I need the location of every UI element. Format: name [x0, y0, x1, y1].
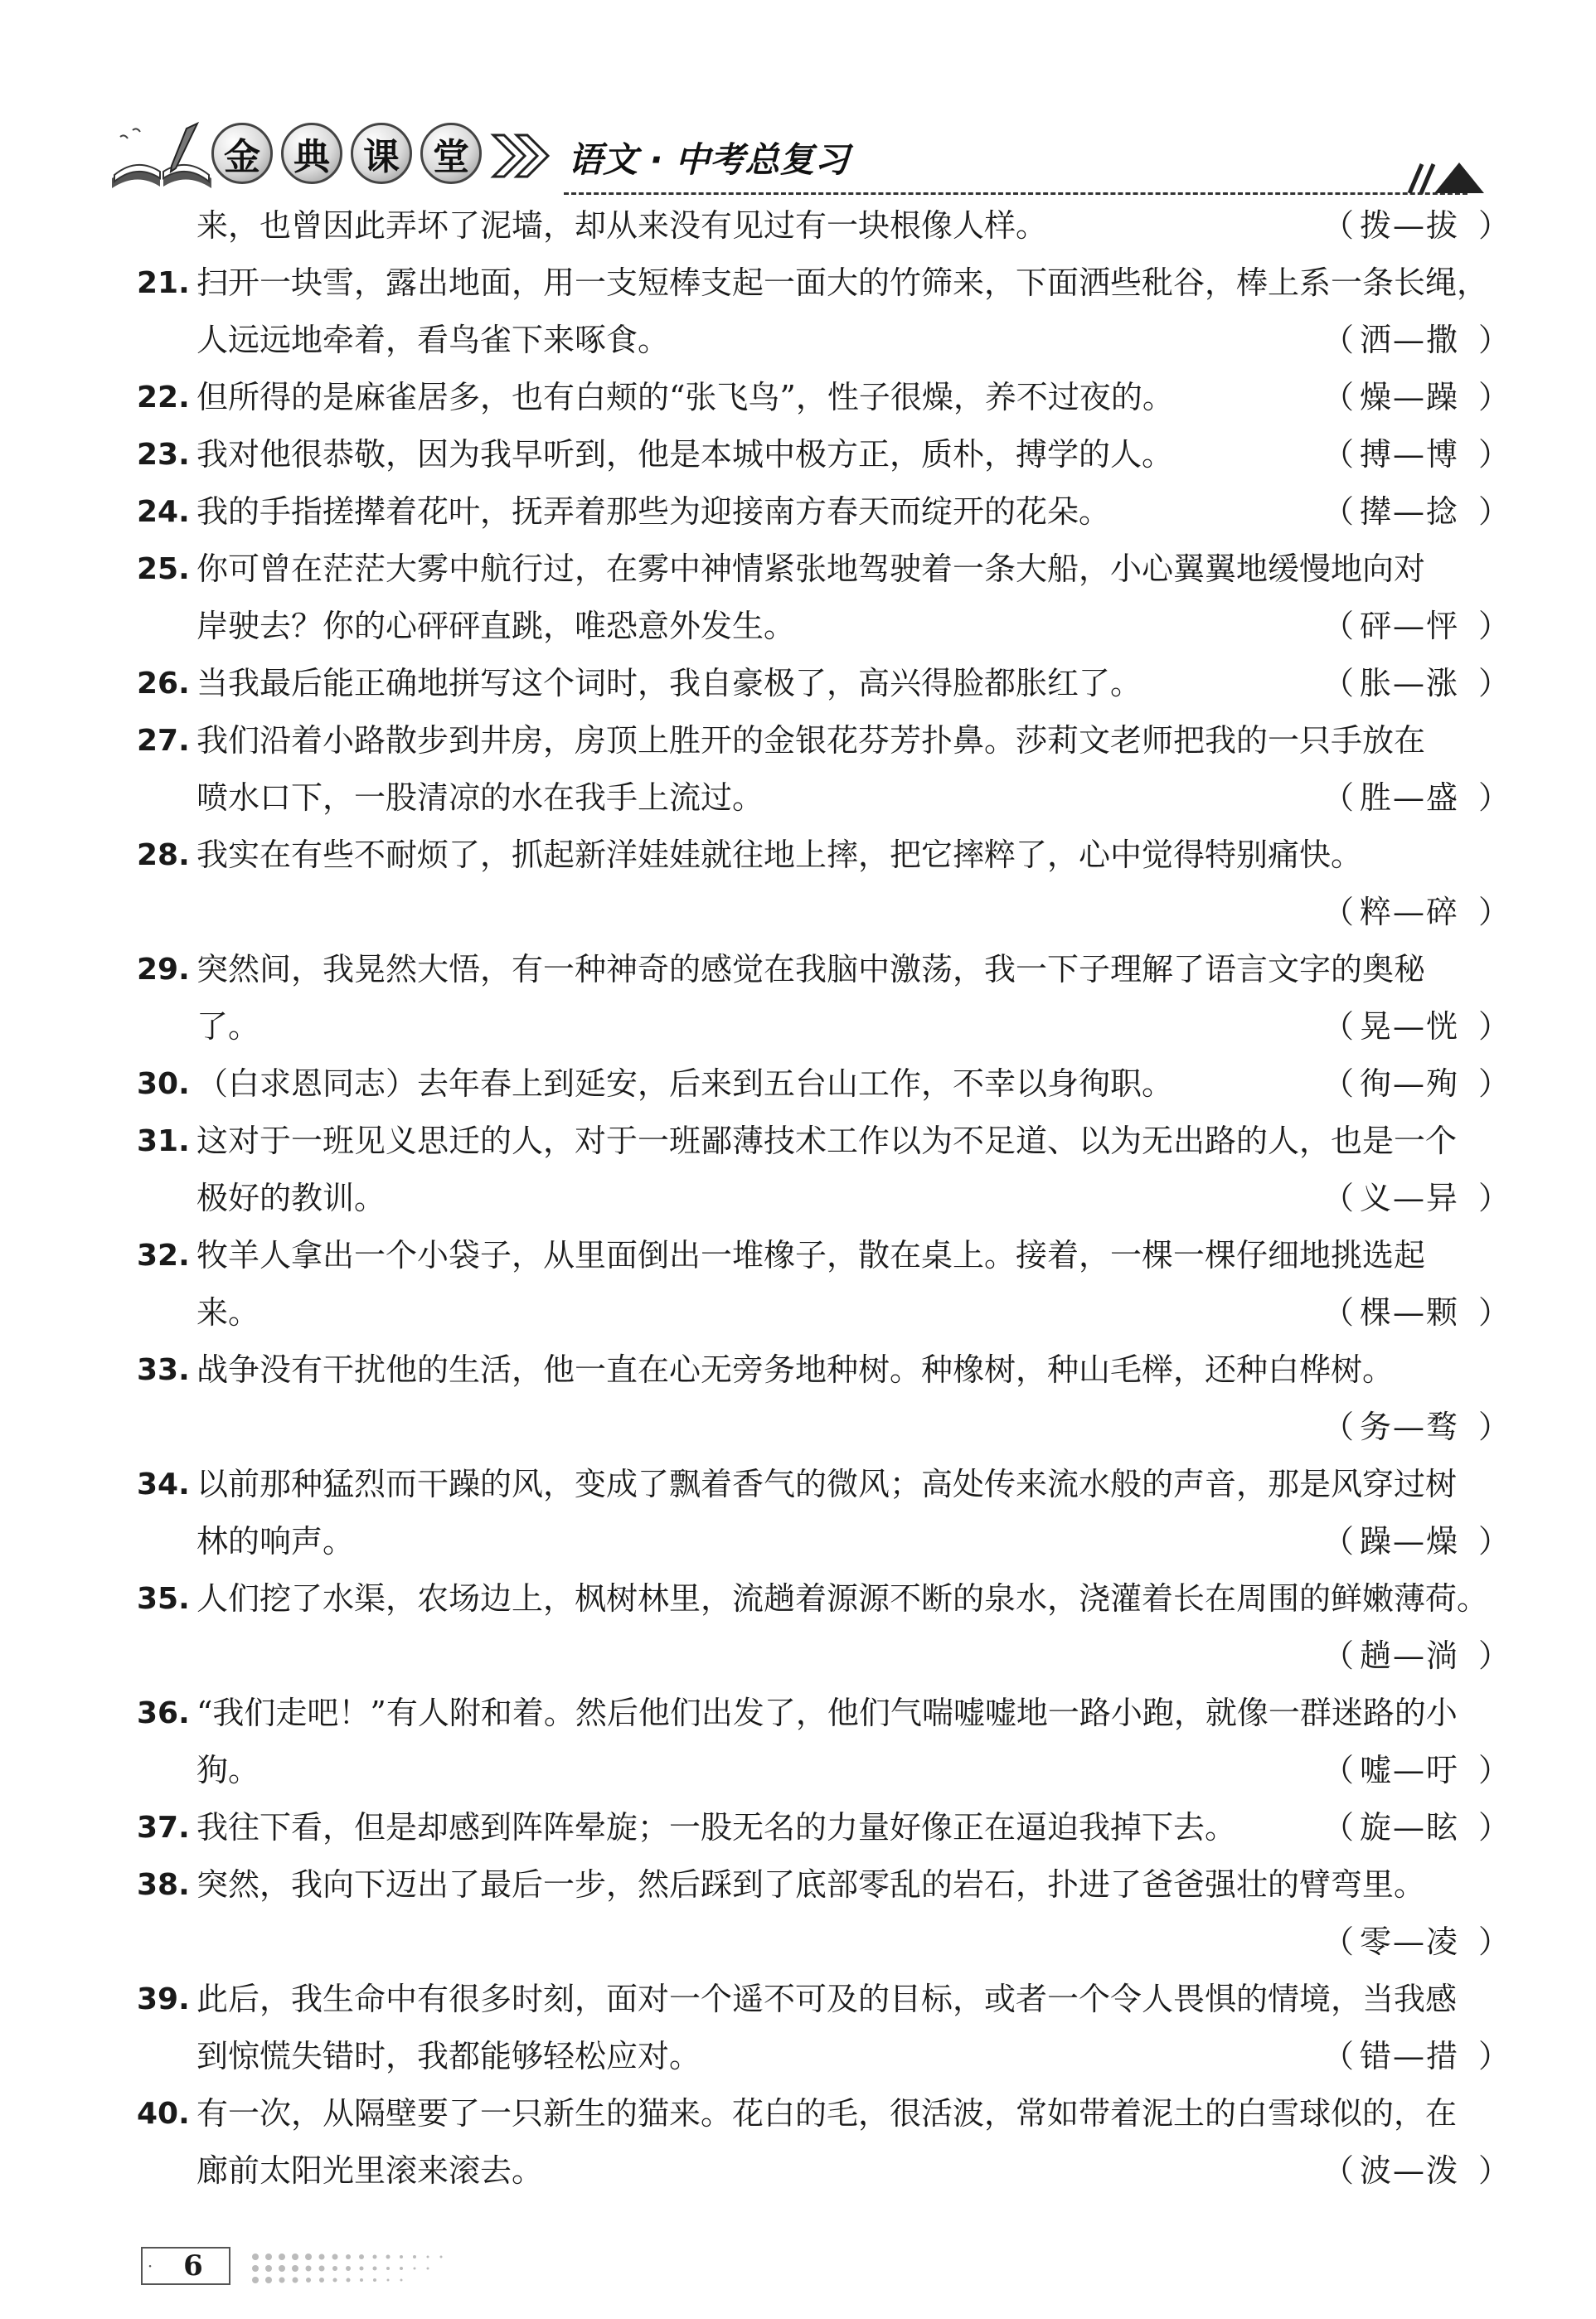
answer-text: 搏—博 — [1359, 436, 1459, 473]
item-number: 21. — [137, 266, 190, 300]
answer-text: 燥—躁 — [1359, 379, 1459, 415]
sentence-text: 廊前太阳光里滚来滚去。 — [196, 2152, 544, 2189]
answer-text: 徇—殉 — [1359, 1065, 1459, 1102]
answer-text: 义—异 — [1359, 1180, 1459, 1216]
answer-bracket: （ 燥—躁 ） — [1322, 369, 1497, 426]
answer-bracket: （ 拨—拔 ） — [1322, 197, 1497, 255]
item-number: 31. — [137, 1124, 190, 1158]
item-number: 38. — [137, 1868, 190, 1902]
item-number: 27. — [137, 724, 190, 758]
sentence-text: 突然间，我晃然大悟，有一种神奇的感觉在我脑中激荡，我一下子理解了语言文字的奥秘 — [196, 951, 1426, 987]
exercise-line — [137, 2028, 1511, 2085]
sentence-text: 来。 — [196, 1294, 260, 1331]
answer-bracket: （ 波—泼 ） — [1322, 2142, 1497, 2200]
exercise-line — [137, 769, 1511, 827]
exercise-line — [137, 1628, 1511, 1685]
sentence-text: 岸驶去？你的心砰砰直跳，唯恐意外发生。 — [196, 608, 796, 644]
open-book-icon — [108, 120, 216, 195]
item-number: 39. — [137, 1982, 190, 2016]
answer-bracket: （ 胀—涨 ） — [1322, 655, 1497, 712]
item-number: 25. — [137, 552, 190, 586]
sentence-text: 突然，我向下迈出了最后一步，然后踩到了底部零乱的岩石，扑进了爸爸强壮的臂弯里。 — [196, 1866, 1426, 1903]
exercise-line — [137, 483, 1511, 541]
sentence-text: 当我最后能正确地拼写这个词时，我自豪极了，高兴得脸都胀红了。 — [196, 665, 1142, 701]
exercise-line — [137, 255, 1497, 312]
exercise-line — [137, 426, 1511, 483]
page-number-box — [141, 2247, 230, 2285]
sentence-text: 我对他很恭敬，因为我早听到，他是本城中极方正，质朴，搏学的人。 — [196, 436, 1174, 473]
exercise-line — [137, 1513, 1511, 1570]
exercise-line — [137, 712, 1497, 769]
answer-bracket: （ 搏—博 ） — [1322, 426, 1497, 483]
sentence-text: 我们沿着小路散步到井房，房顶上胜开的金银花芬芳扑鼻。莎莉文老师把我的一只手放在 — [196, 722, 1426, 759]
sentence-text: 到惊慌失错时，我都能够轻松应对。 — [196, 2038, 701, 2074]
sentence-text: 来，也曾因此弄坏了泥墙，却从来没有见过有一块根像人样。 — [196, 207, 1048, 244]
brand-title — [211, 123, 482, 184]
item-number: 32. — [137, 1239, 190, 1273]
sentence-text: 我实在有些不耐烦了，抓起新洋娃娃就往地上摔，把它摔粹了，心中觉得特别痛快。 — [196, 837, 1363, 873]
sentence-text: 战争没有干扰他的生活，他一直在心无旁务地种树。种橡树，种山毛榉，还种白桦树。 — [196, 1351, 1395, 1388]
answer-bracket: （ 嘘—吁 ） — [1322, 1742, 1497, 1799]
exercise-line — [137, 2085, 1497, 2142]
sentence-text: 扫开一块雪，露出地面，用一支短棒支起一面大的竹筛来，下面洒些秕谷，棒上系一条长绳， — [196, 264, 1489, 301]
answer-bracket: （ 洒—撒 ） — [1322, 312, 1497, 369]
item-number: 33. — [137, 1353, 190, 1387]
sentence-text: （白求恩同志）去年春上到延安，后来到五台山工作，不幸以身徇职。 — [196, 1065, 1174, 1102]
exercise-line — [137, 1971, 1497, 2028]
answer-text: 胜—盛 — [1359, 779, 1459, 816]
item-number: 40. — [137, 2097, 190, 2131]
item-number: 34. — [137, 1468, 190, 1502]
answer-bracket: （ 旋—眩 ） — [1322, 1799, 1497, 1856]
sentence-text: 我的手指搓撵着花叶，抚弄着那些为迎接南方春天而绽开的花朵。 — [196, 493, 1111, 530]
exercise-line — [137, 1570, 1497, 1628]
page-footer — [141, 2247, 638, 2297]
exercise-line — [137, 998, 1511, 1055]
exercise-line — [137, 1685, 1497, 1742]
answer-text: 撵—捻 — [1359, 493, 1459, 530]
subject-title: 语文 · 中考总复习 — [568, 139, 850, 180]
answer-bracket: （ 躁—燥 ） — [1322, 1513, 1497, 1570]
item-number: 22. — [137, 381, 190, 415]
item-number: 24. — [137, 495, 190, 529]
answer-bracket: （ 撵—捻 ） — [1322, 483, 1497, 541]
answer-bracket: （ 胜—盛 ） — [1322, 769, 1497, 827]
exercise-line — [137, 1456, 1497, 1513]
answer-bracket: （ 棵—颗 ） — [1322, 1284, 1497, 1341]
sentence-text: 狗。 — [196, 1752, 260, 1788]
item-number: 37. — [137, 1811, 190, 1845]
exercise-line — [137, 369, 1511, 426]
exercise-line — [137, 1227, 1497, 1284]
sentence-text: 以前那种猛烈而干躁的风，变成了飘着香气的微风；高处传来流水般的声音，那是风穿过树 — [196, 1466, 1458, 1502]
sentence-text: “我们走吧！”有人附和着。然后他们出发了，他们气喘嘘嘘地一路小跑，就像一群迷路的小 — [196, 1695, 1458, 1731]
answer-bracket: （ 趟—淌 ） — [1322, 1628, 1497, 1685]
answer-bracket: （ 徇—殉 ） — [1322, 1055, 1497, 1113]
triangle-mark-icon — [1401, 156, 1492, 197]
answer-bracket: （ 零—凌 ） — [1322, 1914, 1497, 1971]
answer-text: 胀—涨 — [1359, 665, 1459, 701]
answer-bracket: （ 粹—碎 ） — [1322, 884, 1497, 941]
exercise-line — [137, 1856, 1497, 1914]
sentence-text: 这对于一班见义思迁的人，对于一班鄙薄技术工作以为不足道、以为无出路的人，也是一个 — [196, 1123, 1458, 1159]
answer-text: 粹—碎 — [1359, 894, 1459, 930]
answer-text: 零—凌 — [1359, 1924, 1459, 1960]
brand-char: 课 — [351, 123, 412, 184]
brand-char: 典 — [281, 123, 342, 184]
exercise-line — [137, 312, 1511, 369]
dot-pattern-icon — [249, 2250, 597, 2283]
exercise-line — [137, 1055, 1511, 1113]
item-number: 30. — [137, 1067, 190, 1101]
exercise-line — [137, 941, 1497, 998]
header-divider — [564, 192, 1467, 195]
exercise-line — [137, 1799, 1511, 1856]
sentence-text: 人们挖了水渠，农场边上，枫树林里，流趟着源源不断的泉水，浇灌着长在周围的鲜嫩薄荷。 — [196, 1580, 1489, 1617]
sentence-text: 喷水口下，一股清凉的水在我手上流过。 — [196, 779, 764, 816]
answer-text: 旋—眩 — [1359, 1809, 1459, 1846]
answer-bracket: （ 义—异 ） — [1322, 1170, 1497, 1227]
answer-text: 砰—怦 — [1359, 608, 1459, 644]
brand-char: 堂 — [420, 123, 482, 184]
answer-bracket: （ 晃—恍 ） — [1322, 998, 1497, 1055]
item-number: 29. — [137, 953, 190, 987]
brand-char: 金 — [211, 123, 273, 184]
exercise-list — [137, 197, 1511, 2200]
sentence-text: 了。 — [196, 1008, 260, 1045]
page-number: 6 — [183, 2249, 203, 2283]
answer-text: 棵—颗 — [1359, 1294, 1459, 1331]
double-chevron-icon — [489, 131, 555, 181]
exercise-line — [137, 884, 1511, 941]
exercise-line — [137, 598, 1511, 655]
exercise-line — [137, 1742, 1511, 1799]
item-number: 35. — [137, 1582, 190, 1616]
exercise-line — [137, 1341, 1497, 1399]
page-header — [99, 108, 1501, 199]
answer-text: 晃—恍 — [1359, 1008, 1459, 1045]
answer-bracket: （ 务—骛 ） — [1322, 1399, 1497, 1456]
exercise-line — [137, 197, 1511, 255]
item-number: 23. — [137, 438, 190, 472]
sentence-text: 此后，我生命中有很多时刻，面对一个遥不可及的目标，或者一个令人畏惧的情境，当我感 — [196, 1981, 1458, 2017]
answer-text: 错—措 — [1359, 2038, 1459, 2074]
exercise-line — [137, 2142, 1511, 2200]
answer-text: 嘘—吁 — [1359, 1752, 1459, 1788]
answer-text: 洒—撒 — [1359, 322, 1459, 358]
sentence-text: 你可曾在茫茫大雾中航行过，在雾中神情紧张地驾驶着一条大船，小心翼翼地缓慢地向对 — [196, 551, 1426, 587]
sentence-text: 我往下看，但是却感到阵阵晕旋；一股无名的力量好像正在逼迫我掉下去。 — [196, 1809, 1237, 1846]
sentence-text: 林的响声。 — [196, 1523, 355, 1560]
exercise-line — [137, 1914, 1511, 1971]
exercise-line — [137, 827, 1497, 884]
item-number: 28. — [137, 838, 190, 872]
exercise-line — [137, 1399, 1511, 1456]
answer-text: 波—泼 — [1359, 2152, 1459, 2189]
exercise-line — [137, 1284, 1511, 1341]
answer-bracket: （ 错—措 ） — [1322, 2028, 1497, 2085]
exercise-line — [137, 541, 1497, 598]
item-number: 26. — [137, 667, 190, 701]
answer-text: 趟—淌 — [1359, 1637, 1459, 1674]
page-dot-icon: · — [147, 2256, 153, 2276]
answer-bracket: （ 砰—怦 ） — [1322, 598, 1497, 655]
sentence-text: 有一次，从隔壁要了一只新生的猫来。花白的毛，很活波，常如带着泥土的白雪球似的，在 — [196, 2095, 1458, 2132]
exercise-line — [137, 1113, 1497, 1170]
sentence-text: 极好的教训。 — [196, 1180, 386, 1216]
answer-text: 务—骛 — [1359, 1409, 1459, 1445]
answer-text: 躁—燥 — [1359, 1523, 1459, 1560]
sentence-text: 人远远地牵着，看鸟雀下来啄食。 — [196, 322, 670, 358]
item-number: 36. — [137, 1696, 190, 1730]
answer-text: 拨—拔 — [1359, 207, 1459, 244]
sentence-text: 牧羊人拿出一个小袋子，从里面倒出一堆橡子，散在桌上。接着，一棵一棵仔细地挑选起 — [196, 1237, 1426, 1274]
sentence-text: 但所得的是麻雀居多，也有白颊的“张飞鸟”，性子很燥，养不过夜的。 — [196, 379, 1174, 415]
exercise-line — [137, 1170, 1511, 1227]
exercise-line — [137, 655, 1511, 712]
